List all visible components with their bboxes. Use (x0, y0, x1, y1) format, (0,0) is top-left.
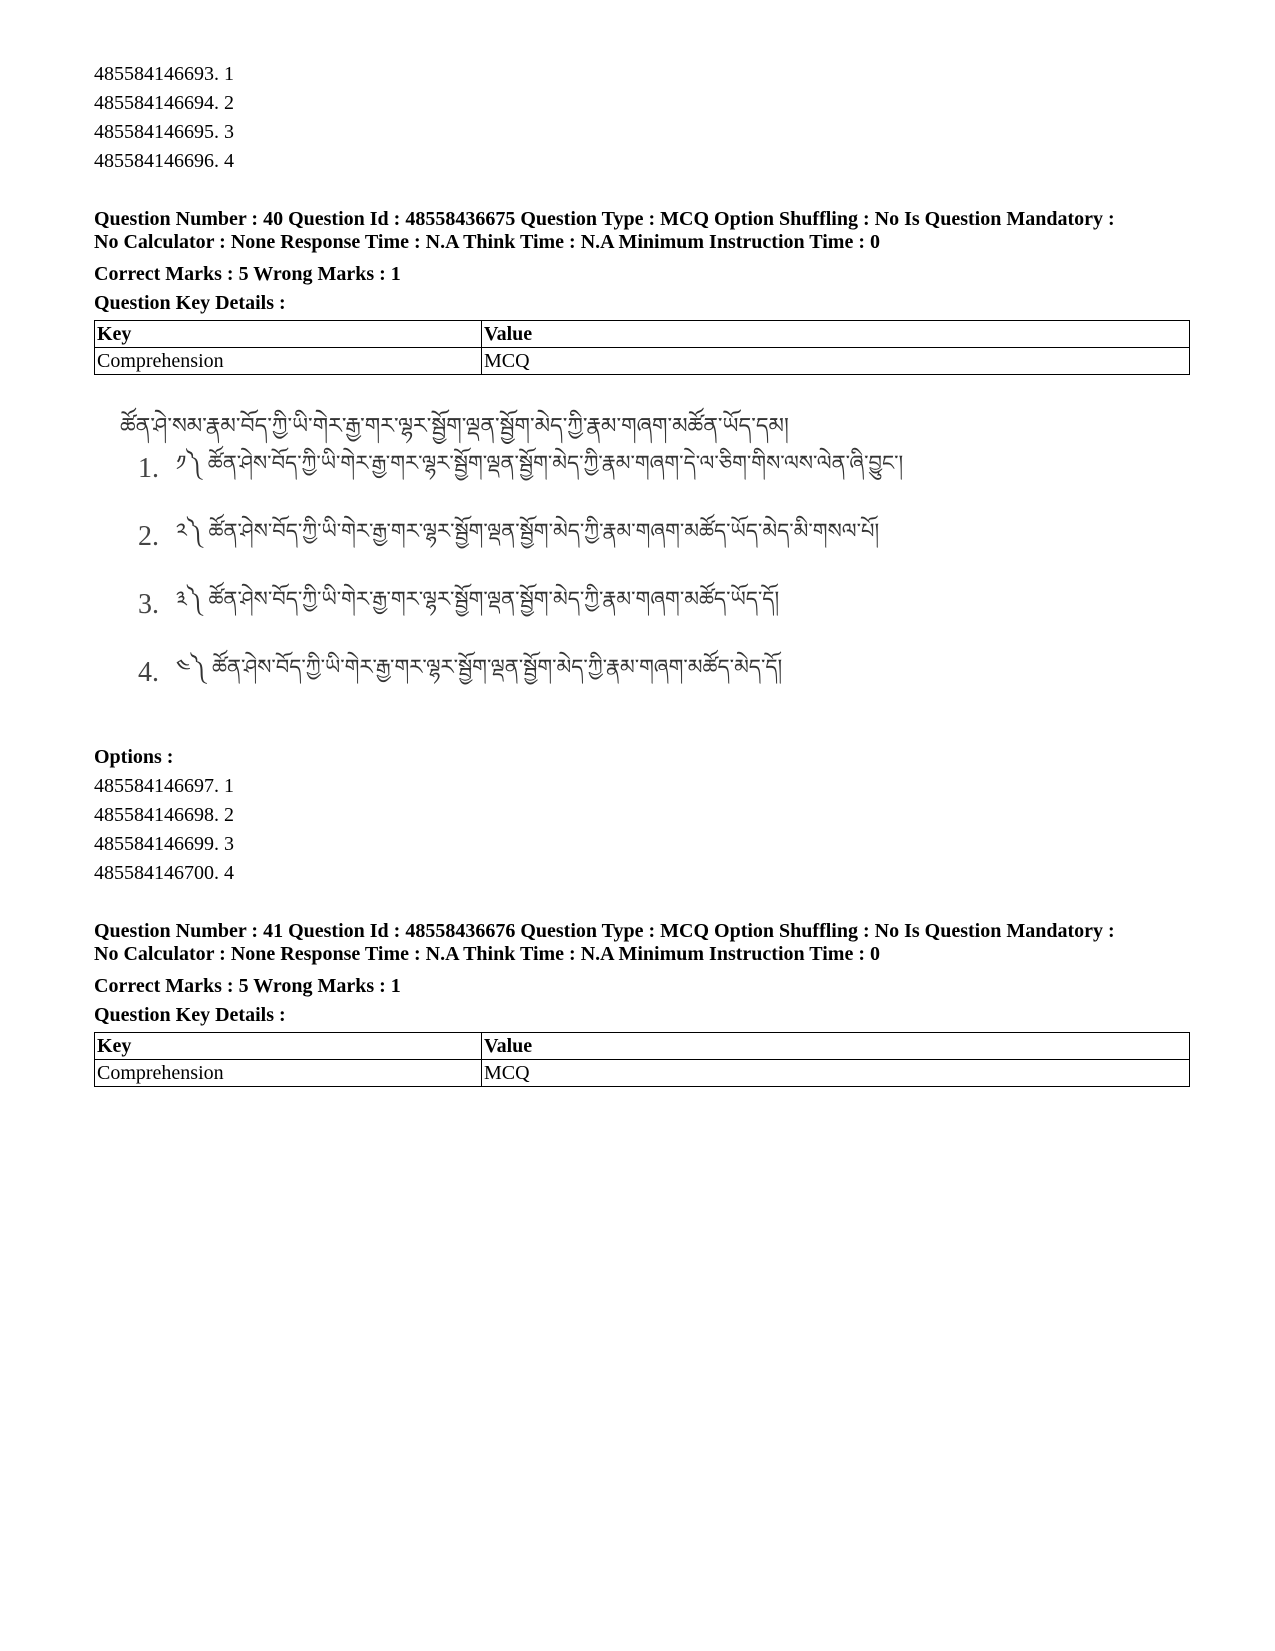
image-option-text: ༤༽ ཚོན་ཤེས་བོད་ཀྱི་ཡི་གེར་རྒྱ་གར་ལྷར་སྦྱོག་ལྡན་སྦྱོག་མེད་ཀྱི་རྣམ་གཞག་མཚོད་མེད་དོ། (176, 654, 783, 679)
table-header-value: Value (482, 1033, 1190, 1060)
table-row (95, 1060, 1190, 1087)
question-header-line1: Question Number : 41 Question Id : 48558436676 Question Type : MCQ Option Shuffling : No Is Question Mandatory : (94, 920, 1115, 942)
options-list (94, 772, 1190, 888)
question-header-line2: No Calculator : None Response Time : N.A Think Time : N.A Minimum Instruction Time : 0 (94, 231, 880, 253)
question-image (94, 383, 1190, 743)
question-header-line1: Question Number : 40 Question Id : 48558436675 Question Type : MCQ Option Shuffling : No Is Question Mandatory : (94, 208, 1115, 230)
image-option-number: 2. (138, 521, 159, 552)
image-option-number: 1. (138, 453, 159, 484)
question-header-line2: No Calculator : None Response Time : N.A Think Time : N.A Minimum Instruction Time : 0 (94, 943, 880, 965)
table-cell-key: Comprehension (95, 1060, 482, 1087)
option-item: 485584146697. 1 (94, 775, 234, 797)
previous-options-list (94, 60, 1190, 176)
option-item: 485584146698. 2 (94, 804, 234, 826)
option-item: 485584146694. 2 (94, 92, 234, 114)
question-paper-page (94, 60, 1190, 1087)
key-details-table (94, 1032, 1190, 1087)
image-option-4 (138, 653, 782, 693)
key-details-label: Question Key Details : (94, 292, 286, 314)
image-option-number: 4. (138, 657, 159, 688)
table-cell-key: Comprehension (95, 348, 482, 375)
marks-line: Correct Marks : 5 Wrong Marks : 1 (94, 975, 401, 997)
option-item: 485584146693. 1 (94, 63, 234, 85)
question-stem-tibetan: ཚོན་ཤེ་སམ་རྣམ་བོད་ཀྱི་ཡི་གེར་རྒྱ་གར་ལྷར་སྦྱོག་ལྡན་སྦྱོག་མེད་ཀྱི་རྣམ་གཞག་མཚོན་ཡོད་དམ། (120, 414, 789, 439)
image-option-number: 3. (138, 589, 159, 620)
image-option-2 (138, 517, 879, 557)
marks-line: Correct Marks : 5 Wrong Marks : 1 (94, 263, 401, 285)
table-header-key: Key (95, 1033, 482, 1060)
table-header-row (95, 1033, 1190, 1060)
key-details-table (94, 320, 1190, 375)
option-item: 485584146700. 4 (94, 862, 234, 884)
table-header-key: Key (95, 321, 482, 348)
question-block-40 (94, 208, 1190, 888)
image-option-3 (138, 585, 779, 625)
option-item: 485584146696. 4 (94, 150, 234, 172)
question-block-41 (94, 920, 1190, 1087)
key-details-label: Question Key Details : (94, 1004, 286, 1026)
table-cell-value: MCQ (482, 1060, 1190, 1087)
option-item: 485584146695. 3 (94, 121, 234, 143)
image-option-text: ༣༽ ཚོན་ཤེས་བོད་ཀྱི་ཡི་གེར་རྒྱ་གར་ལྷར་སྦྱོག་ལྡན་སྦྱོག་མེད་ཀྱི་རྣམ་གཞག་མཚོད་ཡོད་དོ། (176, 586, 780, 611)
option-item: 485584146699. 3 (94, 833, 234, 855)
options-label: Options : (94, 746, 174, 768)
image-option-text: ༢༽ ཚོན་ཤེས་བོད་ཀྱི་ཡི་གེར་རྒྱ་གར་ལྷར་སྦྱོག་ལྡན་སྦྱོག་མེད་ཀྱི་རྣམ་གཞག་མཚོད་ཡོད་མེད་མི་གསལ་པོ། (176, 518, 880, 543)
table-row (95, 348, 1190, 375)
table-cell-value: MCQ (482, 348, 1190, 375)
image-option-text: ༡༽ ཚོན་ཤེས་བོད་ཀྱི་ཡི་གེར་རྒྱ་གར་ལྷར་སྦྱོག་ལྡན་སྦྱོག་མེད་ཀྱི་རྣམ་གཞག་དེ་ལ་ཅིག་གིས་ལས་ལེན་ཞི་བྱུང་། (176, 450, 904, 475)
table-header-value: Value (482, 321, 1190, 348)
image-option-1 (138, 449, 903, 489)
table-header-row (95, 321, 1190, 348)
